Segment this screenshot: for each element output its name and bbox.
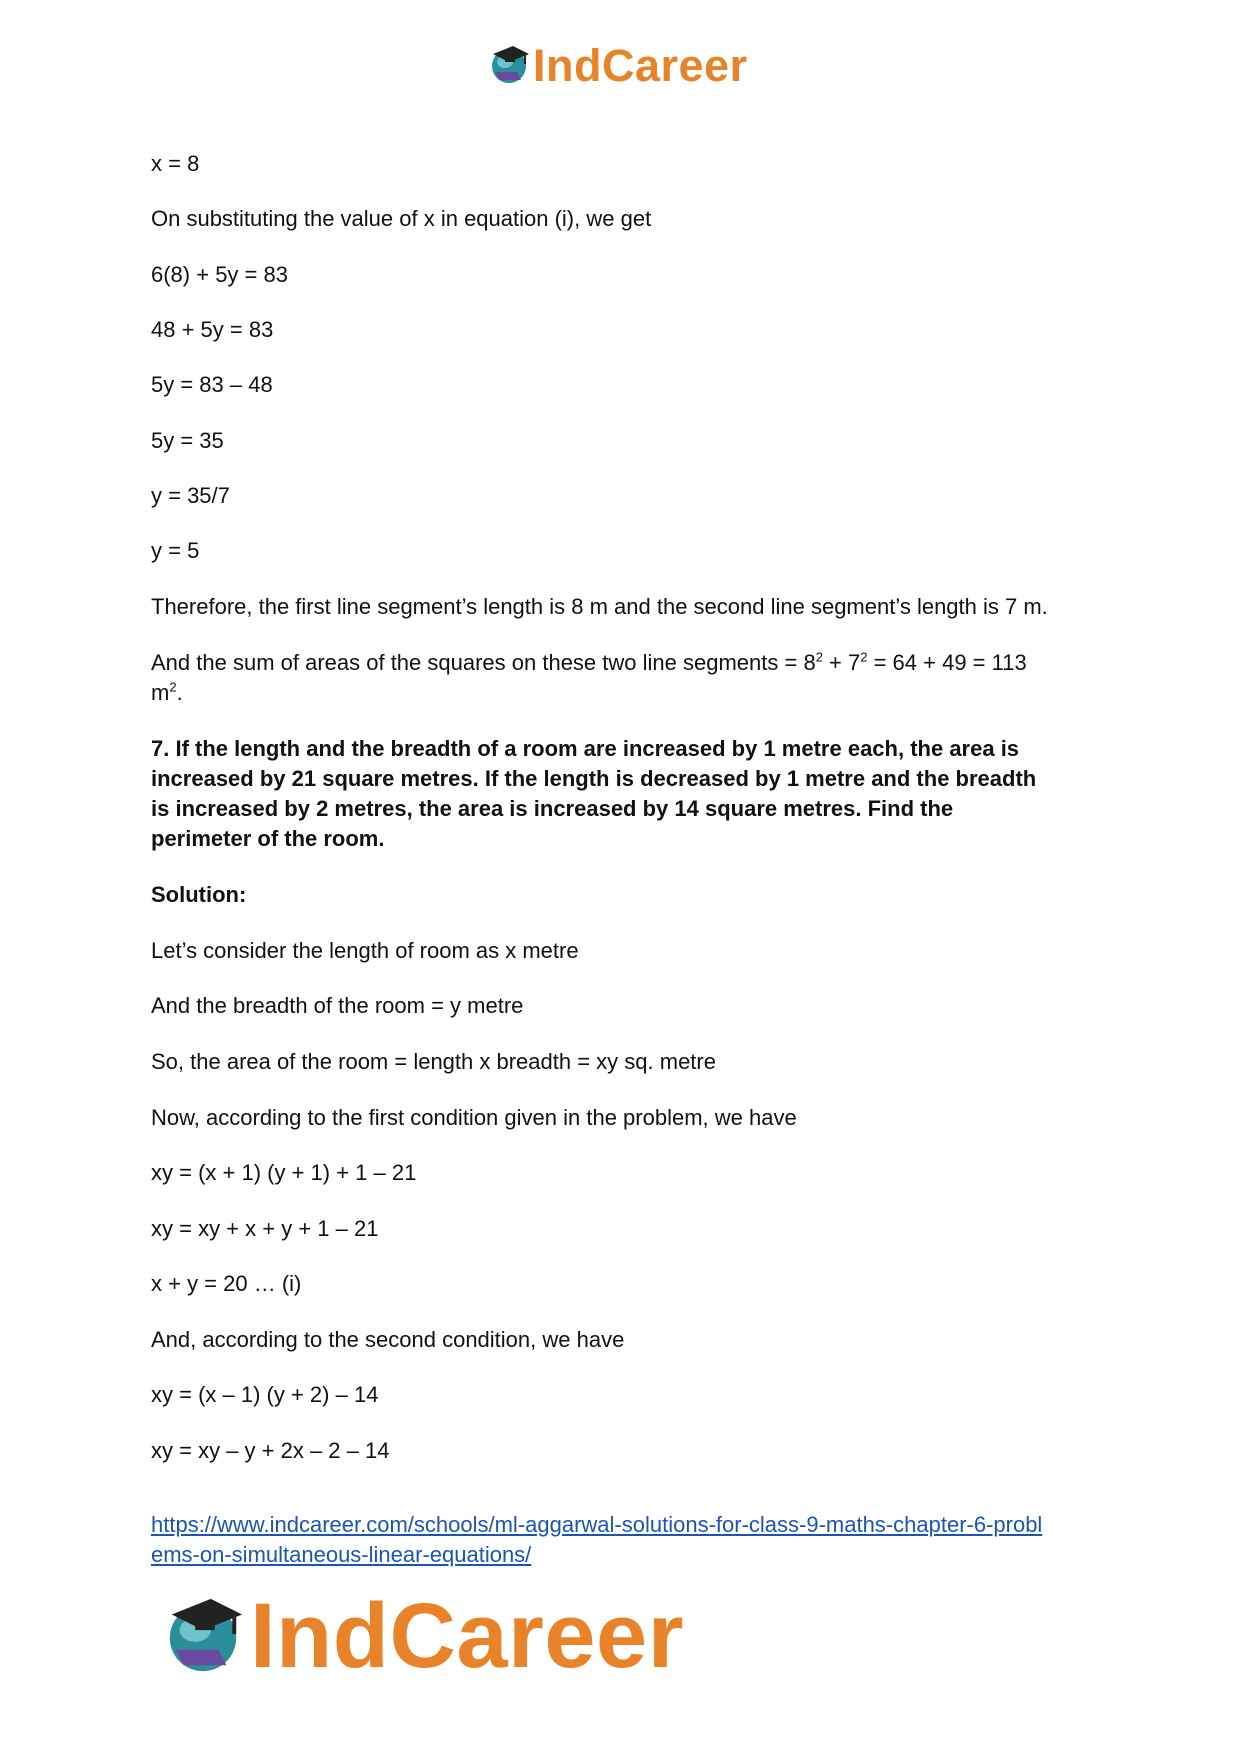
superscript: 2 [169, 679, 177, 695]
source-link[interactable] [151, 1510, 1042, 1540]
graduation-globe-logo-icon [487, 42, 531, 91]
text-fragment: And the sum of areas of the squares on these two line segments = 8 [151, 650, 816, 675]
link-text-line2[interactable]: ems-on-simultaneous-linear-equations/ [151, 1542, 532, 1567]
equation-line: xy = (x – 1) (y + 2) – 14 [151, 1382, 379, 1407]
graduation-globe-logo-icon [160, 1591, 246, 1682]
solution-heading: Solution: [151, 882, 247, 907]
question-line: increased by 21 square metres. If the length is decreased by 1 metre and the breadth [151, 766, 1037, 791]
text-line: y = 5 [151, 538, 200, 563]
question-line: is increased by 2 metres, the area is increased by 14 square metres. Find the [151, 796, 954, 821]
area-sentence-line1 [151, 648, 1027, 678]
text-line: 5y = 83 – 48 [151, 372, 273, 397]
indcareer-logo-header[interactable] [487, 40, 748, 92]
text-line: x = 8 [151, 151, 200, 176]
text-line: On substituting the value of x in equation (i), we get [151, 206, 652, 231]
equation-line: x + y = 20 … (i) [151, 1271, 302, 1296]
text-line: Let’s consider the length of room as x metre [151, 938, 579, 963]
question-line: 7. If the length and the breadth of a room are increased by 1 metre each, the area is [151, 736, 1020, 761]
text-line: And the breadth of the room = y metre [151, 993, 524, 1018]
superscript: 2 [860, 649, 868, 665]
link-text-line1[interactable]: https://www.indcareer.com/schools/ml-aggarwal-solutions-for-class-9-maths-chapter-6-probl [151, 1512, 1043, 1537]
question-line: perimeter of the room. [151, 826, 385, 851]
indcareer-logo-footer[interactable] [160, 1584, 684, 1689]
text-line: Therefore, the first line segment’s length is 8 m and the second line segment’s length is 7 m. [151, 594, 1048, 619]
superscript: 2 [815, 649, 823, 665]
text-fragment: + 7 [822, 650, 861, 675]
text-line: So, the area of the room = length x breadth = xy sq. metre [151, 1049, 716, 1074]
text-line: Now, according to the first condition given in the problem, we have [151, 1105, 797, 1130]
logo-wordmark: IndCareer [533, 40, 748, 91]
text-fragment: . [176, 680, 183, 705]
equation-line: xy = (x + 1) (y + 1) + 1 – 21 [151, 1160, 417, 1185]
text-line: 5y = 35 [151, 428, 224, 453]
text-line: y = 35/7 [151, 483, 230, 508]
text-fragment: m [151, 680, 170, 705]
text-line: And, according to the second condition, we have [151, 1327, 625, 1352]
text-line: 6(8) + 5y = 83 [151, 262, 288, 287]
text-line: 48 + 5y = 83 [151, 317, 274, 342]
text-fragment: = 64 + 49 = 113 [867, 650, 1027, 675]
equation-line: xy = xy + x + y + 1 – 21 [151, 1216, 379, 1241]
equation-line: xy = xy – y + 2x – 2 – 14 [151, 1438, 390, 1463]
area-sentence-line2 [151, 678, 183, 708]
logo-wordmark: IndCareer [250, 1585, 684, 1687]
source-link-continued[interactable] [151, 1540, 531, 1570]
